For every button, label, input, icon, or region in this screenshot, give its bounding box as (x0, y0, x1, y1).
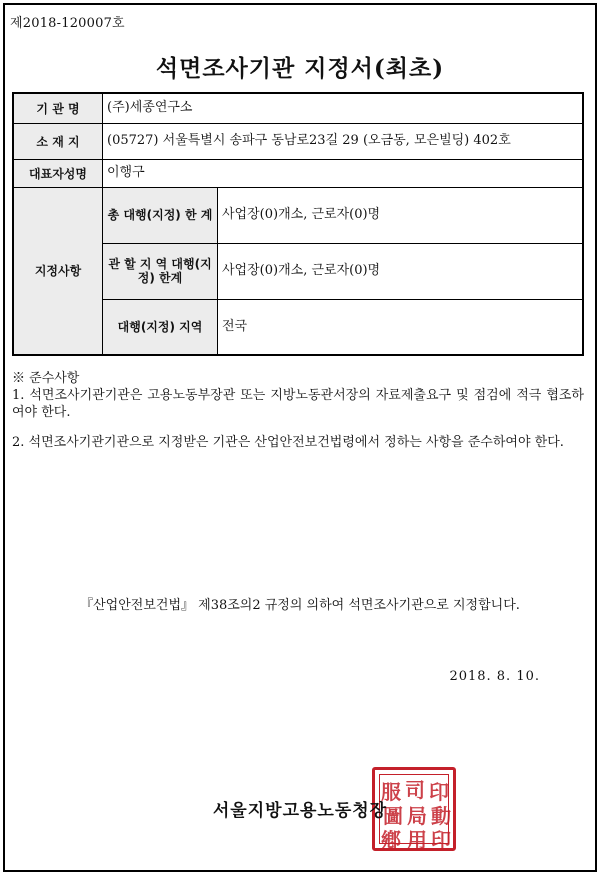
seal-glyph: 用 (407, 828, 427, 852)
seal-glyph: 印 (429, 780, 449, 804)
seal-glyph: 鄕 (381, 828, 401, 852)
region-value: 전국 (218, 299, 584, 355)
org-value: (주)세종연구소 (103, 93, 584, 123)
rep-label: 대표자성명 (13, 159, 103, 187)
seal-glyph: 圖 (383, 804, 403, 828)
row-representative (13, 159, 583, 187)
total-limit-label: 총 대행(지정) 한 계 (103, 187, 218, 243)
notes-heading: ※ 준수사항 (12, 371, 80, 386)
issue-date: 2018. 8. 10. (449, 669, 540, 684)
seal-glyph: 司 (405, 778, 425, 802)
note-item: 1. 석면조사기관기관은 고용노동부장관 또는 지방노동관서장의 자료제출요구 및 점검에 적극 협조하여야 한다. (12, 388, 584, 420)
designation-label: 지정사항 (13, 187, 103, 355)
seal-glyph: 局 (407, 804, 427, 828)
region-label: 대행(지정) 지역 (103, 299, 218, 355)
row-total-limit (13, 187, 583, 243)
row-org (13, 93, 583, 123)
note-item: 2. 석면조사기관기관으로 지정받은 기관은 산업안전보건법령에서 정하는 사항을 준수하여야 한다. (12, 435, 564, 450)
designation-statement: 『산업안전보건법』 제38조의2 규정의 의하여 석면조사기관으로 지정합니다. (80, 598, 520, 613)
rep-value: 이행구 (103, 159, 584, 187)
info-table (12, 92, 584, 356)
seal-glyph: 印 (431, 828, 451, 852)
compliance-notes (12, 370, 584, 451)
seal-glyph: 動 (431, 804, 451, 828)
org-label: 기 관 명 (13, 93, 103, 123)
jurisdiction-limit-label: 관 할 지 역 대행(지정) 한계 (103, 243, 218, 299)
total-limit-value: 사업장(0)개소, 근로자(0)명 (218, 187, 584, 243)
row-address (13, 123, 583, 159)
document-number: 제2018-120007호 (10, 16, 125, 31)
issuer-name: 서울지방고용노동청장 (212, 801, 388, 821)
jurisdiction-limit-value: 사업장(0)개소, 근로자(0)명 (218, 243, 584, 299)
seal-glyph: 服 (381, 780, 401, 804)
address-label: 소 재 지 (13, 123, 103, 159)
document-title: 석면조사기관 지정서(최초) (155, 55, 445, 82)
address-value: (05727) 서울특별시 송파구 동남로23길 29 (오금동, 모은빌딩) 402호 (103, 123, 584, 159)
